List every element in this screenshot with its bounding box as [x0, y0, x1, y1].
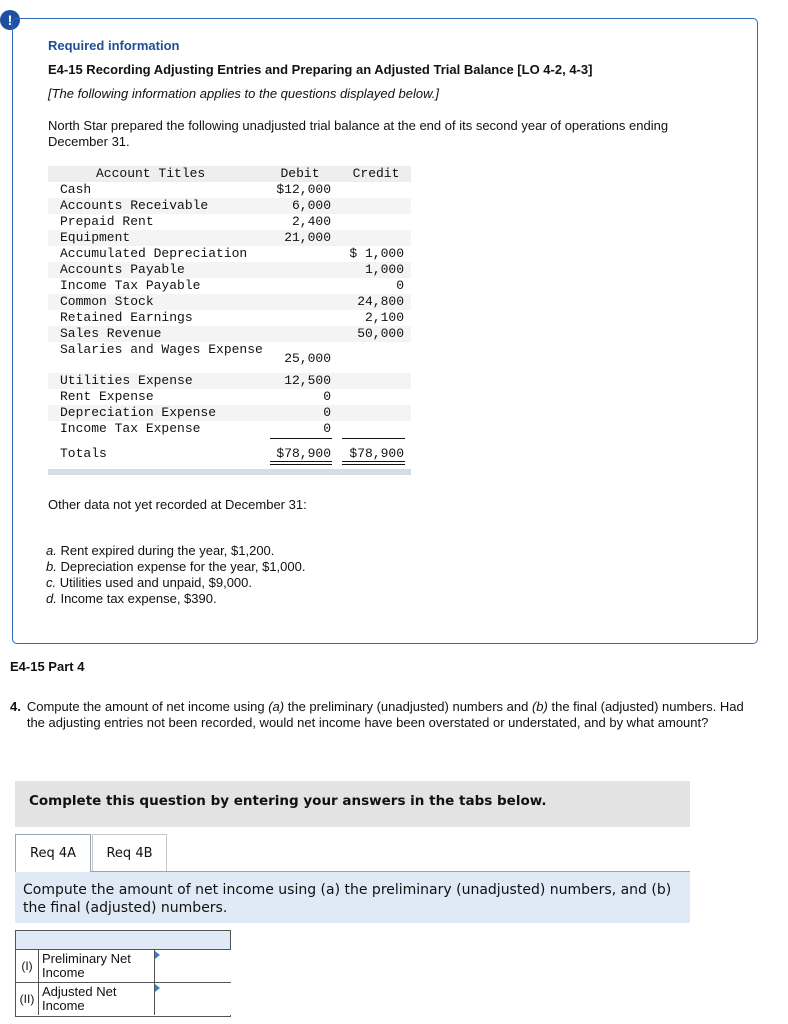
total-debit: $78,900: [276, 446, 331, 461]
table-row: [48, 342, 411, 373]
debit-value: 2,400: [291, 214, 331, 229]
account-title: Accumulated Depreciation: [60, 246, 248, 261]
table-row: [48, 262, 411, 278]
table-row: [48, 389, 411, 405]
answer-table-header: [16, 931, 230, 950]
credit-value: $ 1,000: [349, 246, 404, 261]
account-title: Rent Expense: [60, 389, 154, 404]
tab-prompt: Compute the amount of net income using (a) the preliminary (unadjusted) numbers, and (b) the final (adjusted) numbers.: [15, 872, 690, 923]
account-title: Cash: [60, 182, 92, 197]
account-title: Equipment: [60, 230, 131, 245]
item-letter: a.: [46, 543, 57, 558]
credit-value: 0: [396, 278, 404, 293]
totals-label: Totals: [60, 446, 107, 461]
table-bottom-bar: [48, 469, 411, 475]
instructions-bar: Complete this question by entering your answers in the tabs below.: [15, 781, 690, 827]
question-number: 4.: [10, 699, 21, 714]
column-header-account-titles: Account Titles: [96, 166, 206, 181]
item-text: Depreciation expense for the year, $1,000.: [60, 559, 306, 574]
item-letter: b.: [46, 559, 57, 574]
row-label: Preliminary Net Income: [42, 951, 131, 980]
trial-balance-table: [48, 166, 411, 466]
table-row: [48, 278, 411, 294]
account-title: Utilities Expense: [60, 373, 193, 388]
list-item: [46, 591, 305, 607]
table-row: [48, 214, 411, 230]
debit-value: 0: [323, 421, 331, 436]
debit-value: 0: [323, 405, 331, 420]
debit-value: $12,000: [276, 182, 331, 197]
account-title: Depreciation Expense: [60, 405, 217, 420]
table-row: [48, 230, 411, 246]
sum-underline: [342, 438, 405, 439]
table-row: [48, 373, 411, 389]
sum-underline: [270, 438, 332, 439]
totals-row: [48, 442, 411, 466]
table-row: [48, 198, 411, 214]
account-title: Common Stock: [60, 294, 154, 309]
credit-value: 1,000: [364, 262, 404, 277]
credit-value: 2,100: [364, 310, 404, 325]
question: [10, 699, 760, 731]
alert-icon: !: [0, 10, 20, 30]
account-title: Accounts Receivable: [60, 198, 209, 213]
item-letter: c.: [46, 575, 57, 590]
exercise-title: E4-15 Recording Adjusting Entries and Preparing an Adjusted Trial Balance [LO 4-2, 4-3]: [48, 62, 593, 77]
tab-req-4a[interactable]: Req 4A: [15, 834, 91, 872]
list-item: [46, 559, 305, 575]
double-underline: [270, 461, 332, 465]
account-title: Retained Earnings: [60, 310, 193, 325]
list-item: [46, 575, 305, 591]
table-row: [48, 405, 411, 421]
trial-balance-header: [48, 166, 411, 182]
part-title: E4-15 Part 4: [10, 659, 85, 674]
item-text: Utilities used and unpaid, $9,000.: [59, 575, 252, 590]
table-row: [48, 182, 411, 198]
other-data-heading: Other data not yet recorded at December 31:: [48, 497, 307, 512]
item-text: Rent expired during the year, $1,200.: [60, 543, 275, 558]
other-data-list: [46, 543, 305, 607]
column-header-debit: Debit: [280, 166, 320, 181]
debit-value: 0: [323, 389, 331, 404]
required-information-heading: Required information: [48, 38, 180, 53]
table-row: [48, 326, 411, 342]
account-title: Sales Revenue: [60, 326, 162, 341]
account-title: Salaries and Wages Expense: [60, 342, 263, 357]
debit-value: 12,500: [284, 373, 331, 388]
account-title: Prepaid Rent: [60, 214, 154, 229]
item-text: Income tax expense, $390.: [60, 591, 217, 606]
preliminary-net-income-input[interactable]: [154, 950, 231, 982]
account-title: Accounts Payable: [60, 262, 185, 277]
tab-req-4b[interactable]: Req 4B: [92, 834, 167, 872]
table-row: [48, 294, 411, 310]
adjusted-net-income-input[interactable]: [154, 983, 231, 1015]
column-header-credit: Credit: [352, 166, 400, 181]
list-item: [46, 543, 305, 559]
total-credit: $78,900: [349, 446, 404, 461]
answer-table: [15, 930, 231, 1017]
question-text: Compute the amount of net income using (a) the preliminary (unadjusted) numbers and (b) the final (adjusted) numbers. Had the adjusting entries not been recorded, would net income have been overstated or understated, and by what amount?: [26, 699, 744, 730]
table-row: [48, 421, 411, 439]
item-letter: d.: [46, 591, 57, 606]
row-label: Adjusted Net Income: [42, 984, 117, 1013]
debit-value: 21,000: [284, 230, 331, 245]
account-title: Income Tax Payable: [60, 278, 201, 293]
intro-text: North Star prepared the following unadjusted trial balance at the end of its second year of operations ending December 31.: [48, 118, 669, 149]
table-row: [48, 310, 411, 326]
double-underline: [342, 461, 405, 465]
table-row: [16, 950, 230, 983]
account-title: Income Tax Expense: [60, 421, 201, 436]
table-row: [16, 983, 230, 1016]
applies-note: [The following information applies to the questions displayed below.]: [48, 86, 439, 101]
input-flag-icon: [155, 984, 160, 992]
debit-value: 25,000: [284, 351, 331, 366]
table-row: [48, 246, 411, 262]
credit-value: 24,800: [357, 294, 404, 309]
input-flag-icon: [155, 951, 160, 959]
row-number: (II): [16, 983, 39, 1015]
debit-value: 6,000: [291, 198, 331, 213]
credit-value: 50,000: [357, 326, 404, 341]
row-number: (I): [16, 950, 39, 982]
